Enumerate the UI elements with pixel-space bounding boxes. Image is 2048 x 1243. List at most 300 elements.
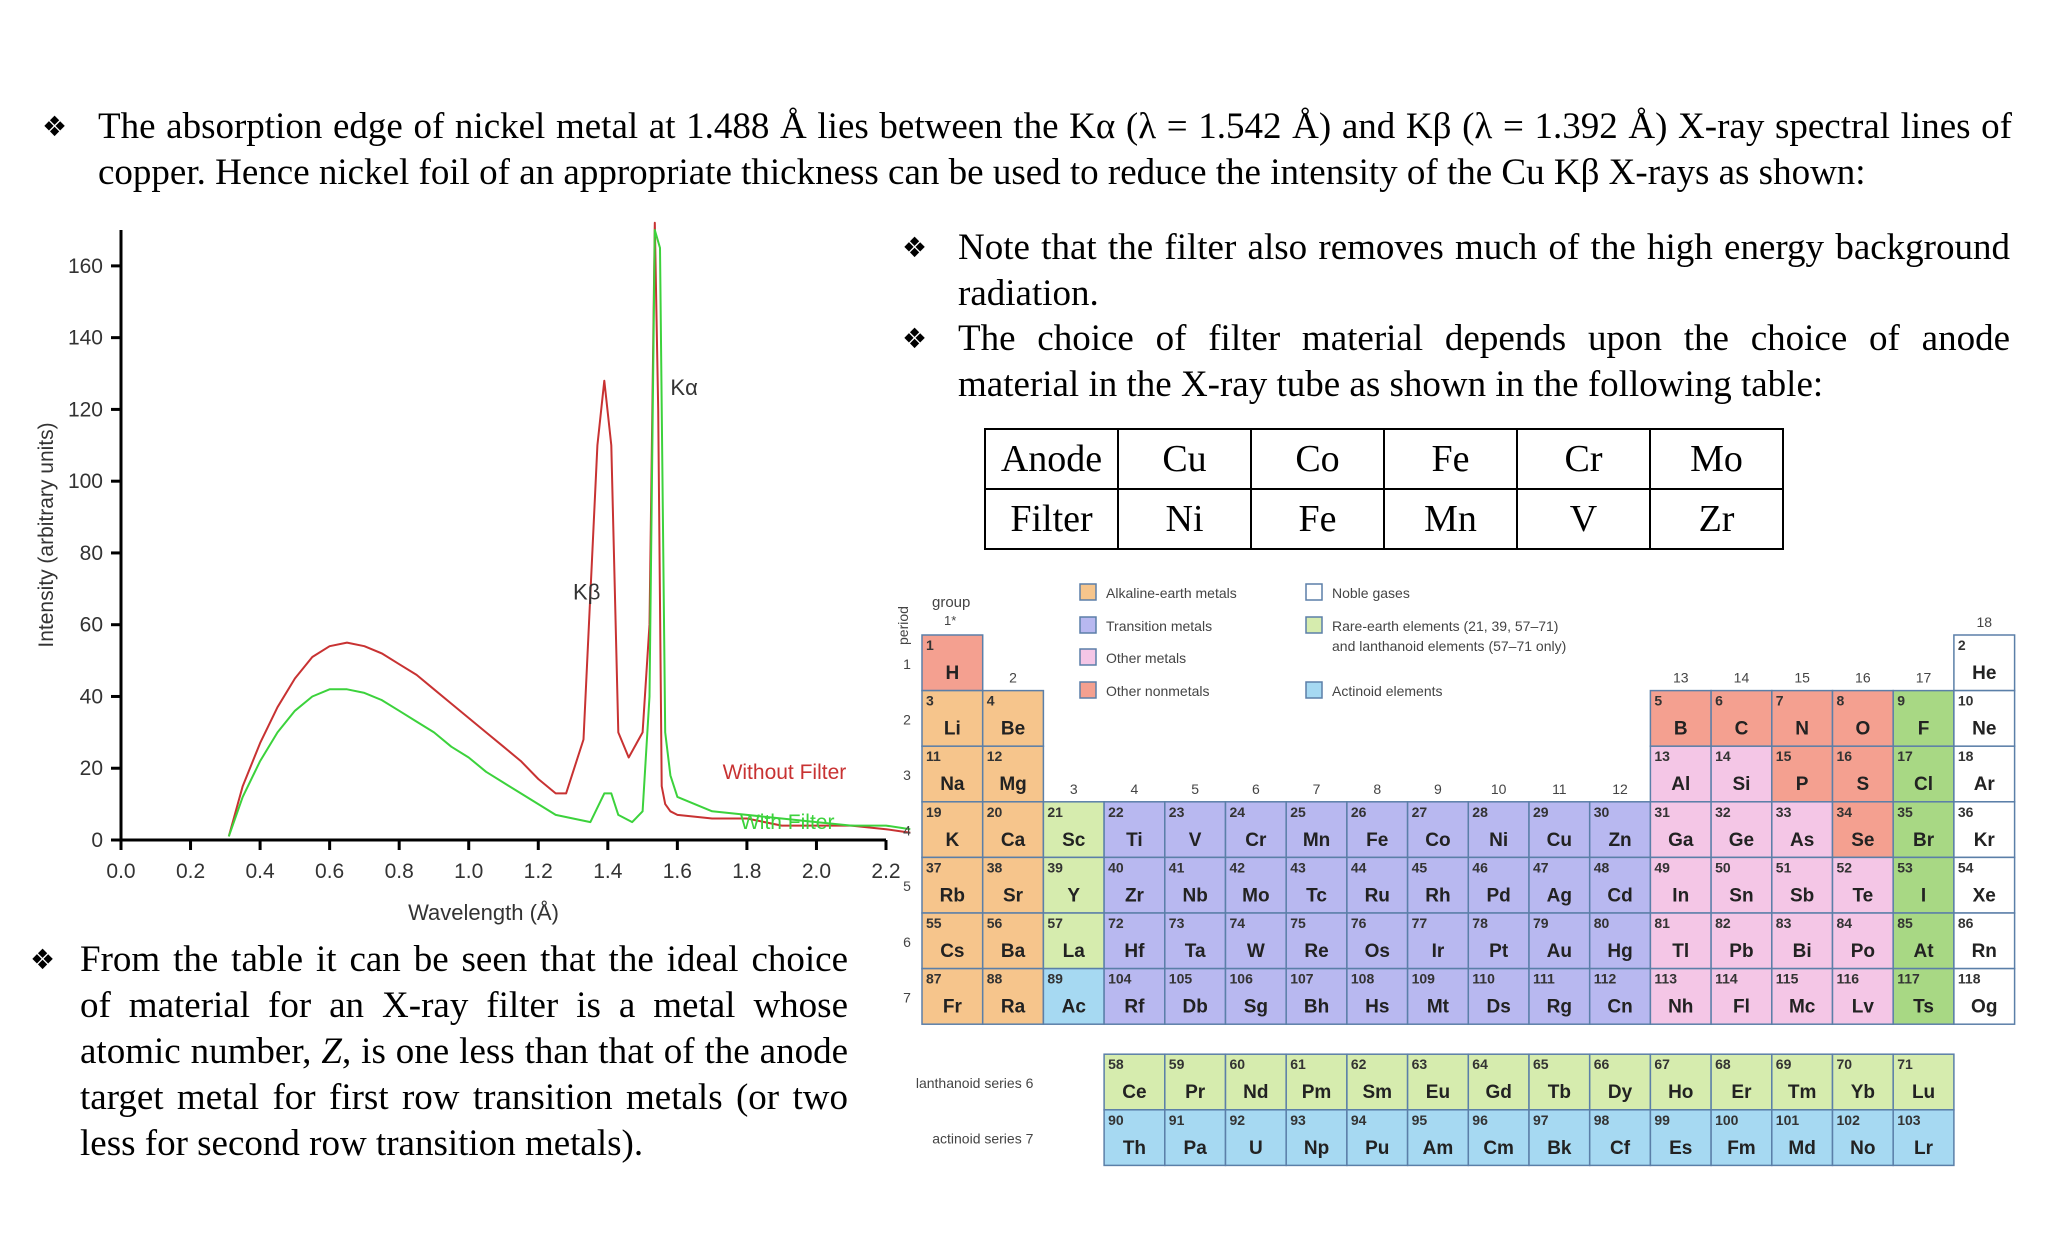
element-symbol: Ce: [1122, 1082, 1147, 1104]
element-symbol: Am: [1422, 1137, 1454, 1159]
element-symbol: Kr: [1973, 829, 1995, 851]
element-Ir: [1408, 913, 1469, 969]
element-Fl: [1711, 969, 1772, 1025]
atomic-number: 32: [1715, 803, 1731, 820]
bullet-text-part: , is one less than that of the anode target metal for first row transition metals (or two less for second row transition metals).: [80, 1031, 848, 1164]
element-symbol: No: [1850, 1137, 1876, 1159]
element-Se: [1833, 802, 1894, 858]
atomic-number: 77: [1411, 915, 1428, 931]
group-number: 5: [1191, 780, 1200, 797]
group-number: 6: [1251, 780, 1260, 797]
x-tick-label: 0.8: [384, 860, 414, 883]
element-symbol: Cl: [1914, 774, 1934, 796]
element-symbol: F: [1917, 718, 1930, 740]
element-Gd: [1468, 1054, 1529, 1110]
element-Sc: [1043, 802, 1104, 858]
x-tick-label: 1.6: [662, 860, 692, 883]
atomic-number: 6: [1715, 692, 1723, 709]
atomic-number: 12: [986, 748, 1003, 765]
element-Ts: [1893, 969, 1954, 1025]
group-label: group: [932, 594, 971, 611]
element-symbol: Nh: [1668, 996, 1694, 1018]
atomic-number: 15: [1775, 748, 1792, 765]
group-number: 7: [1312, 780, 1321, 797]
group-number: 11: [1552, 780, 1567, 797]
y-tick-label: 60: [79, 613, 103, 637]
element-symbol: Be: [1000, 718, 1026, 740]
element-P: [1772, 746, 1833, 802]
element-symbol: U: [1248, 1137, 1263, 1159]
element-symbol: Lr: [1914, 1137, 1934, 1159]
element-symbol: Th: [1122, 1137, 1147, 1159]
x-tick-label: 1.0: [454, 860, 484, 883]
element-Sn: [1711, 857, 1772, 913]
element-Mo: [1226, 857, 1287, 913]
element-Zr: [1104, 857, 1165, 913]
atomic-number: 50: [1715, 859, 1731, 876]
atomic-number: 9: [1897, 692, 1905, 709]
table-row: [985, 489, 1783, 549]
element-H: [922, 635, 983, 691]
atomic-number: 18: [1957, 748, 1974, 765]
element-symbol: La: [1062, 941, 1085, 962]
element-symbol: Hf: [1124, 941, 1145, 962]
element-symbol: Rf: [1124, 996, 1145, 1018]
atomic-number: 108: [1350, 970, 1375, 987]
atomic-number: 96: [1472, 1111, 1488, 1128]
atomic-number: 78: [1472, 915, 1488, 931]
atomic-number: 38: [986, 859, 1003, 876]
element-Re: [1286, 913, 1347, 969]
x-tick-label: 2.0: [801, 860, 832, 883]
atomic-number: 106: [1229, 970, 1253, 987]
element-In: [1650, 857, 1711, 913]
element-Cm: [1468, 1110, 1529, 1166]
atomic-number: 4: [986, 692, 995, 709]
atomic-number: 63: [1411, 1056, 1428, 1073]
atomic-number: 16: [1836, 748, 1853, 765]
element-Nd: [1226, 1054, 1287, 1110]
element-symbol: Mc: [1788, 996, 1816, 1018]
atomic-number: 39: [1047, 859, 1063, 876]
bullet-filter-choice: [902, 316, 2010, 408]
x-tick-label: 0.4: [245, 860, 275, 883]
element-Fe: [1347, 802, 1408, 858]
atomic-number: 88: [986, 970, 1003, 987]
element-Ni: [1468, 802, 1529, 858]
element-Ga: [1650, 802, 1711, 858]
element-symbol: Al: [1671, 774, 1691, 796]
element-symbol: Cn: [1607, 996, 1633, 1018]
atomic-number: 53: [1897, 859, 1913, 876]
element-Lr: [1893, 1110, 1954, 1166]
element-symbol: Xe: [1972, 885, 1996, 907]
element-I: [1893, 857, 1954, 913]
element-symbol: Na: [940, 774, 965, 796]
element-symbol: Ir: [1431, 941, 1445, 962]
element-Rb: [922, 857, 983, 913]
element-Bi: [1772, 913, 1833, 969]
element-symbol: Sn: [1729, 885, 1754, 907]
element-S: [1833, 746, 1894, 802]
atomic-number: 61: [1290, 1056, 1306, 1073]
element-symbol: He: [1972, 663, 1997, 684]
element-Co: [1408, 802, 1469, 858]
period-number: 2: [903, 711, 911, 728]
periodic-table: [892, 585, 2032, 1175]
element-symbol: Pr: [1185, 1082, 1206, 1104]
element-symbol: Rn: [1971, 941, 1997, 962]
atomic-number: 10: [1957, 692, 1974, 709]
atomic-number: 22: [1108, 803, 1124, 820]
element-Tb: [1529, 1054, 1590, 1110]
atomic-number: 33: [1775, 803, 1792, 820]
x-tick-label: 1.4: [593, 860, 623, 883]
element-At: [1893, 913, 1954, 969]
atomic-number: 114: [1715, 970, 1738, 987]
element-V: [1165, 802, 1226, 858]
element-He: [1954, 635, 2015, 691]
group-number: 8: [1373, 780, 1382, 797]
element-symbol: Po: [1850, 941, 1875, 962]
row-header-cell: Filter: [985, 489, 1118, 549]
atomic-number: 73: [1168, 915, 1185, 931]
atomic-number: 35: [1897, 803, 1913, 820]
y-tick-label: 20: [79, 757, 103, 781]
table-cell: V: [1517, 489, 1650, 549]
element-symbol: Co: [1425, 829, 1451, 851]
atomic-number: 65: [1533, 1056, 1549, 1073]
atomic-number: 42: [1229, 859, 1246, 876]
element-symbol: Lv: [1851, 996, 1874, 1018]
element-symbol: Cd: [1607, 885, 1633, 907]
atomic-number: 112: [1593, 970, 1617, 987]
element-Xe: [1954, 857, 2015, 913]
legend-label: Noble gases: [1332, 585, 1410, 601]
element-symbol: Tl: [1672, 941, 1690, 962]
group-number: 16: [1855, 669, 1871, 686]
element-Sr: [983, 857, 1044, 913]
element-Tm: [1772, 1054, 1833, 1110]
atomic-number: 90: [1108, 1111, 1124, 1128]
element-symbol: S: [1856, 774, 1870, 796]
element-symbol: Ta: [1184, 941, 1206, 962]
with-filter-line: [229, 230, 911, 836]
element-Ho: [1650, 1054, 1711, 1110]
element-symbol: Te: [1852, 885, 1874, 907]
group-number: 10: [1490, 780, 1507, 797]
atomic-number: 51: [1775, 859, 1792, 876]
element-symbol: N: [1795, 718, 1810, 740]
element-symbol: Np: [1303, 1137, 1330, 1159]
diamond-bullet-icon: ❖: [902, 231, 928, 264]
atomic-number: 100: [1715, 1111, 1739, 1128]
atomic-number: 28: [1472, 803, 1488, 820]
period-label: period: [895, 606, 911, 645]
legend-swatch: [1306, 682, 1322, 698]
element-symbol: Zn: [1608, 829, 1632, 851]
atomic-number: 93: [1290, 1111, 1306, 1128]
element-symbol: Ar: [1973, 774, 1995, 796]
kalpha-annotation: Kα: [670, 375, 698, 401]
legend-swatch: [1080, 649, 1096, 665]
element-symbol: Dy: [1607, 1082, 1633, 1104]
bullet-text: The absorption edge of nickel metal at 1.488 Å lies between the Kα (λ = 1.542 Å) and Kβ (λ = 1.392 Å) X-ray spectral lines of copper. Hence nickel foil of an appropriate thickness can be used to reduce the intensity of the Cu Kβ X-rays as shown:: [98, 106, 2012, 193]
element-symbol: Hs: [1365, 996, 1390, 1018]
atomic-number: 79: [1533, 915, 1549, 931]
element-symbol: K: [945, 829, 960, 851]
atomic-number: 59: [1168, 1056, 1185, 1073]
element-symbol: Sm: [1362, 1082, 1393, 1104]
legend-label: Transition metals: [1106, 618, 1213, 634]
element-Nb: [1165, 857, 1226, 913]
element-Sb: [1772, 857, 1833, 913]
table-cell: Ni: [1118, 489, 1251, 549]
atomic-number: 113: [1654, 970, 1677, 987]
group-number: 13: [1672, 669, 1689, 686]
element-B: [1650, 691, 1711, 747]
bullet-ideal-filter: [30, 937, 848, 1167]
element-Cu: [1529, 802, 1590, 858]
atomic-number: 27: [1411, 803, 1428, 820]
element-symbol: B: [1673, 718, 1688, 740]
atomic-number: 55: [926, 915, 942, 931]
atomic-number: 107: [1290, 970, 1314, 987]
element-Cn: [1590, 969, 1651, 1025]
element-Bk: [1529, 1110, 1590, 1166]
element-symbol: Sb: [1790, 885, 1815, 907]
bullet-filter-background: [902, 225, 2010, 317]
atomic-number: 11: [926, 748, 941, 765]
atomic-number: 19: [926, 803, 942, 820]
legend-swatch: [1080, 617, 1096, 633]
element-Bh: [1286, 969, 1347, 1025]
x-tick-label: 2.2: [871, 860, 901, 883]
element-symbol: Rb: [939, 885, 966, 907]
element-Ce: [1104, 1054, 1165, 1110]
element-symbol: Li: [943, 718, 961, 740]
element-symbol: Cs: [940, 941, 965, 962]
atomic-number: 2: [1957, 637, 1966, 653]
element-symbol: Og: [1971, 996, 1998, 1018]
element-Hs: [1347, 969, 1408, 1025]
diamond-bullet-icon: ❖: [42, 110, 68, 143]
element-Am: [1408, 1110, 1469, 1166]
atomic-number: 25: [1290, 803, 1306, 820]
element-symbol: Fm: [1727, 1137, 1756, 1159]
element-symbol: Cr: [1245, 829, 1267, 851]
table-cell: Fe: [1251, 489, 1384, 549]
element-symbol: Ti: [1126, 829, 1143, 851]
element-symbol: Sc: [1062, 829, 1086, 851]
atomic-number: 68: [1715, 1056, 1731, 1073]
atomic-number: 71: [1897, 1056, 1913, 1073]
element-Ca: [983, 802, 1044, 858]
element-Pd: [1468, 857, 1529, 913]
element-symbol: Ca: [1000, 829, 1026, 851]
atomic-number: 103: [1897, 1111, 1921, 1128]
atomic-number-symbol: Z: [321, 1031, 342, 1072]
element-La: [1043, 913, 1104, 969]
atomic-number: 64: [1472, 1056, 1488, 1073]
element-Mg: [983, 746, 1044, 802]
element-Rg: [1529, 969, 1590, 1025]
atomic-number: 85: [1897, 915, 1913, 931]
element-F: [1893, 691, 1954, 747]
element-Ds: [1468, 969, 1529, 1025]
element-symbol: Ni: [1489, 829, 1509, 851]
period-number: 1: [903, 655, 911, 672]
element-symbol: Pa: [1183, 1137, 1207, 1159]
atomic-number: 83: [1775, 915, 1792, 931]
legend-swatch: [1306, 617, 1322, 633]
atomic-number: 14: [1715, 748, 1731, 765]
element-Ac: [1043, 969, 1104, 1025]
element-symbol: Fr: [942, 996, 962, 1018]
element-symbol: Bk: [1547, 1137, 1572, 1159]
element-symbol: Tm: [1787, 1082, 1817, 1104]
element-symbol: Ga: [1668, 829, 1694, 851]
element-symbol: Hg: [1607, 941, 1633, 962]
table-cell: Zr: [1650, 489, 1783, 549]
y-axis-label: Intensity (arbitrary units): [35, 422, 58, 648]
element-O: [1833, 691, 1894, 747]
anode-filter-table: [984, 428, 1784, 550]
element-symbol: Sr: [1003, 885, 1024, 907]
element-symbol: Nb: [1182, 885, 1208, 907]
without-filter-line: [229, 223, 911, 837]
element-symbol: P: [1795, 774, 1809, 796]
element-Tc: [1286, 857, 1347, 913]
element-Na: [922, 746, 983, 802]
x-axis-label: Wavelength (Å): [408, 900, 559, 925]
element-symbol: Md: [1788, 1137, 1816, 1159]
table-cell: Cu: [1118, 429, 1251, 489]
y-tick-label: 120: [67, 398, 103, 422]
element-W: [1226, 913, 1287, 969]
element-symbol: Pt: [1489, 941, 1509, 962]
element-symbol: Ac: [1061, 996, 1086, 1018]
element-Ba: [983, 913, 1044, 969]
element-symbol: Ra: [1000, 996, 1026, 1018]
atomic-number: 60: [1229, 1056, 1246, 1073]
element-Hf: [1104, 913, 1165, 969]
element-Dy: [1590, 1054, 1651, 1110]
atomic-number: 82: [1715, 915, 1731, 931]
atomic-number: 43: [1290, 859, 1306, 876]
element-symbol: H: [945, 663, 960, 684]
element-symbol: Rh: [1425, 885, 1451, 907]
element-Si: [1711, 746, 1772, 802]
atomic-number: 97: [1533, 1111, 1549, 1128]
legend-label: Alkaline-earth metals: [1106, 585, 1237, 601]
atomic-number: 75: [1290, 915, 1306, 931]
element-Eu: [1408, 1054, 1469, 1110]
element-Mt: [1408, 969, 1469, 1025]
element-symbol: Au: [1546, 941, 1573, 962]
element-symbol: Er: [1731, 1082, 1752, 1104]
element-C: [1711, 691, 1772, 747]
element-Ti: [1104, 802, 1165, 858]
atomic-number: 110: [1472, 970, 1495, 987]
atomic-number: 17: [1897, 748, 1913, 765]
atomic-number: 23: [1168, 803, 1185, 820]
atomic-number: 101: [1775, 1111, 1800, 1128]
element-symbol: Tc: [1306, 885, 1327, 907]
element-Er: [1711, 1054, 1772, 1110]
element-Cr: [1226, 802, 1287, 858]
element-symbol: Mt: [1426, 996, 1450, 1018]
element-symbol: Pu: [1365, 1137, 1390, 1159]
atomic-number: 62: [1350, 1056, 1367, 1073]
element-symbol: Ts: [1913, 996, 1934, 1018]
atomic-number: 94: [1350, 1111, 1367, 1128]
atomic-number: 72: [1108, 915, 1124, 931]
element-K: [922, 802, 983, 858]
element-symbol: Mo: [1242, 885, 1270, 907]
atomic-number: 102: [1836, 1111, 1860, 1128]
element-Md: [1772, 1110, 1833, 1166]
y-tick-label: 40: [79, 685, 103, 709]
atomic-number: 37: [926, 859, 942, 876]
element-symbol: O: [1855, 718, 1871, 740]
atomic-number: 98: [1593, 1111, 1610, 1128]
element-Pt: [1468, 913, 1529, 969]
element-symbol: In: [1672, 885, 1690, 907]
element-Sg: [1226, 969, 1287, 1025]
element-Rh: [1408, 857, 1469, 913]
element-symbol: Os: [1364, 941, 1390, 962]
atomic-number: 84: [1836, 915, 1853, 931]
element-Au: [1529, 913, 1590, 969]
legend-swatch: [1080, 584, 1096, 600]
element-symbol: Pb: [1729, 941, 1754, 962]
group-number: 2: [1009, 669, 1017, 686]
element-symbol: Ba: [1000, 941, 1026, 962]
element-Br: [1893, 802, 1954, 858]
element-symbol: Es: [1669, 1137, 1693, 1159]
atomic-number: 13: [1654, 748, 1670, 765]
element-symbol: Bh: [1303, 996, 1330, 1018]
element-Lu: [1893, 1054, 1954, 1110]
element-Cl: [1893, 746, 1954, 802]
atomic-number: 26: [1350, 803, 1367, 820]
atomic-number: 111: [1533, 970, 1555, 987]
element-Sm: [1347, 1054, 1408, 1110]
atomic-number: 45: [1411, 859, 1428, 876]
diamond-bullet-icon: ❖: [30, 943, 56, 976]
atomic-number: 41: [1168, 859, 1185, 876]
atomic-number: 31: [1654, 803, 1670, 820]
element-Al: [1650, 746, 1711, 802]
atomic-number: 7: [1775, 692, 1784, 709]
atomic-number: 20: [986, 803, 1003, 820]
x-tick-label: 1.8: [732, 860, 762, 883]
atomic-number: 81: [1654, 915, 1670, 931]
period-number: 7: [903, 989, 911, 1006]
period-number: 4: [903, 822, 911, 839]
element-Te: [1833, 857, 1894, 913]
element-Mn: [1286, 802, 1347, 858]
atomic-number: 24: [1229, 803, 1246, 820]
element-Th: [1104, 1110, 1165, 1166]
atomic-number: 34: [1836, 803, 1853, 820]
atomic-number: 40: [1108, 859, 1124, 876]
x-tick-label: 0.2: [175, 860, 206, 883]
element-symbol: Ge: [1728, 829, 1755, 851]
atomic-number: 92: [1229, 1111, 1246, 1128]
actinoid-series-label: actinoid series 7: [932, 1130, 1034, 1147]
